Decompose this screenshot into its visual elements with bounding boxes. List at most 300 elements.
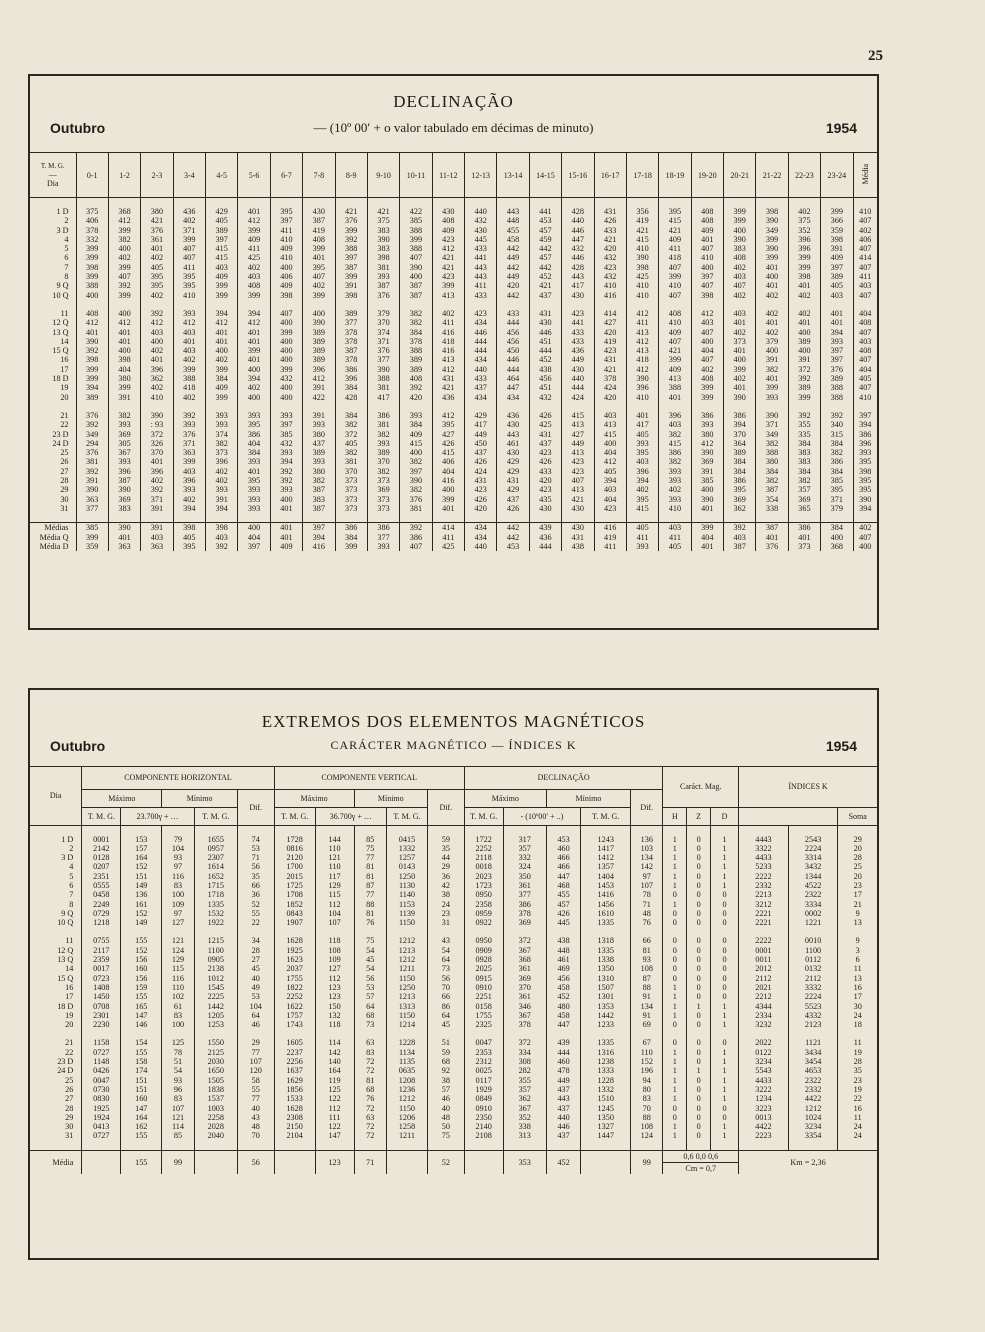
d-min-time: 1233 <box>581 1020 631 1029</box>
d-max-time: 2353 <box>464 1048 503 1057</box>
table-row <box>30 337 877 346</box>
cell-value: 453 <box>529 216 561 225</box>
cell-value: 383 <box>724 244 756 253</box>
cell-value: 391 <box>141 523 173 533</box>
spacer-cell <box>400 513 432 523</box>
k-soma: 25 <box>838 862 877 871</box>
cell-value: 399 <box>238 291 270 300</box>
cell-value: 399 <box>724 365 756 374</box>
d-min-time: 1327 <box>581 1122 631 1131</box>
cell-value: 400 <box>238 365 270 374</box>
day-label: 17 <box>60 364 69 374</box>
cell-value: 355 <box>788 420 820 429</box>
blank-cell <box>581 1150 631 1174</box>
k-indices-first: 2012 <box>739 964 789 973</box>
spacer-cell <box>173 513 205 523</box>
h-max-time: 1924 <box>82 1113 121 1122</box>
k-soma: 28 <box>838 853 877 862</box>
col-header-label: Média <box>860 163 870 185</box>
cell-value: 371 <box>821 495 853 504</box>
cell-value: 362 <box>724 504 756 513</box>
cell-value: 457 <box>529 253 561 262</box>
v-min-time: 1206 <box>386 1113 427 1122</box>
cell-value: 394 <box>173 504 205 513</box>
d-min-time: 1310 <box>581 974 631 983</box>
h-dif: 40 <box>237 1104 274 1113</box>
cell-value: 403 <box>173 346 205 355</box>
v-min-value: 83 <box>354 1048 386 1057</box>
k-indices-first: 2021 <box>739 983 789 992</box>
day-label: Média Q <box>39 532 69 542</box>
cell-value: 449 <box>465 430 497 439</box>
cell-value: 407 <box>173 253 205 262</box>
cell-value: 396 <box>626 383 658 392</box>
v-dif: 35 <box>428 844 465 853</box>
cell-value: 425 <box>529 420 561 429</box>
spacer-cell <box>739 825 789 835</box>
cell-value: 359 <box>821 226 853 235</box>
table-row <box>30 374 877 383</box>
cell-value: 402 <box>724 291 756 300</box>
cell-value: 402 <box>238 263 270 272</box>
d-max-time: 2140 <box>464 1122 503 1131</box>
declination-panel <box>28 74 879 630</box>
d-min-value: 449 <box>546 1076 581 1085</box>
v-min-value: 76 <box>354 918 386 927</box>
carac-z: 0 <box>687 1104 711 1113</box>
cell-value: 399 <box>108 383 140 392</box>
cell-value: 394 <box>206 504 238 513</box>
cell-value: 399 <box>335 226 367 235</box>
cell-value: 373 <box>335 485 367 494</box>
k-indices-second: 1221 <box>788 918 838 927</box>
col-header-hour <box>432 153 464 198</box>
cell-value: 456 <box>529 374 561 383</box>
cell-value: 426 <box>465 495 497 504</box>
cell-value: 397 <box>691 272 723 281</box>
col-header-hour <box>691 153 723 198</box>
k-soma: 23 <box>838 1076 877 1085</box>
cell-value: 383 <box>367 244 399 253</box>
table-row <box>30 533 877 542</box>
cell-value: 413 <box>562 448 594 457</box>
h-min-time: 2258 <box>194 1113 237 1122</box>
cell-value: 371 <box>367 337 399 346</box>
cell-value: 370 <box>367 457 399 466</box>
h-max-value: 164 <box>121 853 162 862</box>
d-max-time: 2025 <box>464 964 503 973</box>
v-max-value: 107 <box>315 918 354 927</box>
v-dif: 29 <box>428 862 465 871</box>
spacer-cell <box>631 927 663 936</box>
h-min-value: 116 <box>162 974 194 983</box>
cell-value: 384 <box>788 439 820 448</box>
h-min-time: 2138 <box>194 964 237 973</box>
d-min-value: 460 <box>546 1057 581 1066</box>
cell-value: 403 <box>206 533 238 542</box>
day-label: 20 <box>60 392 69 402</box>
cell-value: 390 <box>76 485 108 494</box>
cell-value: 395 <box>238 420 270 429</box>
cell-value: 403 <box>594 411 626 420</box>
v-min-value: 56 <box>354 974 386 983</box>
cell-value: 423 <box>594 504 626 513</box>
v-max-value: 118 <box>315 936 354 945</box>
cell-value: 384 <box>238 448 270 457</box>
v-min-time: 1150 <box>386 1011 427 1020</box>
cell-value: 442 <box>497 533 529 542</box>
spacer-cell <box>82 927 121 936</box>
d-max-value: 357 <box>503 844 546 853</box>
cell-value: 427 <box>562 430 594 439</box>
h-min-value: 51 <box>162 1057 194 1066</box>
cell-value: 392 <box>141 485 173 494</box>
corner-tmg: T. M. G. <box>40 162 65 170</box>
col-header-label: 5-6 <box>248 170 260 180</box>
cell-value: 401 <box>756 533 788 542</box>
cell-value: 387 <box>335 346 367 355</box>
cell-value: 407 <box>724 281 756 290</box>
cell-value: 389 <box>303 337 335 346</box>
spacer-cell <box>711 1029 739 1038</box>
h-max-time: 1925 <box>82 1104 121 1113</box>
cell-value: 326 <box>141 439 173 448</box>
cell-value: 371 <box>141 495 173 504</box>
row-mean-value: 395 <box>853 476 877 485</box>
cell-value: 393 <box>206 420 238 429</box>
v-max-time: 1755 <box>274 974 315 983</box>
cell-value: 387 <box>400 281 432 290</box>
spacer-cell <box>173 402 205 411</box>
cell-value: 403 <box>691 318 723 327</box>
page-number: 25 <box>868 48 883 64</box>
cell-value: 400 <box>76 291 108 300</box>
cell-value: 413 <box>562 420 594 429</box>
v-max-time: 2037 <box>274 964 315 973</box>
cell-value: 382 <box>756 476 788 485</box>
h-min-time: 1537 <box>194 1094 237 1103</box>
col-header-hour <box>756 153 788 198</box>
cell-value: 401 <box>756 263 788 272</box>
cell-value: 389 <box>303 448 335 457</box>
cell-value: 389 <box>724 448 756 457</box>
cell-value: 412 <box>432 244 464 253</box>
day-label: 13 Q <box>52 327 69 337</box>
spacer-cell <box>428 825 465 835</box>
cell-value: 394 <box>724 420 756 429</box>
d-max-time: 0959 <box>464 909 503 918</box>
k-indices-first: 2222 <box>739 936 789 945</box>
spacer-cell <box>173 300 205 309</box>
carac-z: 0 <box>687 844 711 853</box>
h-max-value: 152 <box>121 862 162 871</box>
cell-value: 390 <box>724 235 756 244</box>
day-label: 27 <box>60 466 69 476</box>
cell-value: 395 <box>724 485 756 494</box>
cell-value: 428 <box>335 393 367 402</box>
cell-value: 407 <box>691 328 723 337</box>
cell-value: 437 <box>529 291 561 300</box>
cell-value: 409 <box>659 235 691 244</box>
day-label: Média D <box>39 541 69 551</box>
cell-value: 402 <box>626 485 658 494</box>
d-max-time: 2108 <box>464 1131 503 1140</box>
cell-value: 352 <box>788 226 820 235</box>
d-min-value: 437 <box>546 1104 581 1113</box>
h-min-value: 83 <box>162 1011 194 1020</box>
day-label: 31 <box>60 503 69 513</box>
spacer-cell <box>546 1029 581 1038</box>
cell-value: 386 <box>821 457 853 466</box>
spacer-cell <box>788 198 820 208</box>
cell-value: 382 <box>335 420 367 429</box>
cell-value: 399 <box>756 383 788 392</box>
cell-value: 413 <box>659 374 691 383</box>
k-indices-first: 2221 <box>739 909 789 918</box>
cell-value: 398 <box>821 235 853 244</box>
spacer-cell <box>711 927 739 936</box>
k-indices-first: 5543 <box>739 1066 789 1075</box>
cell-value: 395 <box>659 207 691 216</box>
cell-value: 435 <box>529 495 561 504</box>
extremes-title: EXTREMOS DOS ELEMENTOS MAGNÉTICOS <box>261 712 646 731</box>
cell-value: 443 <box>465 263 497 272</box>
cell-value: 391 <box>756 355 788 364</box>
cell-value: 387 <box>367 281 399 290</box>
cell-value: 386 <box>238 430 270 439</box>
k-indices-first: 2112 <box>739 974 789 983</box>
h-min-time: 1655 <box>194 835 237 844</box>
d-max-value: 367 <box>503 946 546 955</box>
col-header-hour <box>400 153 432 198</box>
cell-value: 401 <box>756 318 788 327</box>
cell-value: 395 <box>173 281 205 290</box>
col-header-hour <box>788 153 820 198</box>
k-soma: 21 <box>838 900 877 909</box>
k-soma: 18 <box>838 1020 877 1029</box>
col-header-k-blank <box>739 807 838 825</box>
row-spacer <box>30 927 877 936</box>
carac-z: 0 <box>687 992 711 1001</box>
spacer-cell <box>141 300 173 309</box>
spacer-cell <box>270 300 302 309</box>
cell-value: 453 <box>497 542 529 551</box>
cell-value: 426 <box>497 504 529 513</box>
cell-value: 386 <box>335 365 367 374</box>
h-max-time: 0730 <box>82 1085 121 1094</box>
cell-value: 401 <box>238 355 270 364</box>
k-indices-second: 3332 <box>788 983 838 992</box>
spacer-cell <box>428 927 465 936</box>
day-label: 15 Q <box>52 346 69 356</box>
cell-value: 411 <box>594 542 626 551</box>
cell-value: 399 <box>335 542 367 551</box>
cell-value: 457 <box>529 226 561 235</box>
h-max-time: 0207 <box>82 862 121 871</box>
cell-value: 402 <box>108 253 140 262</box>
cell-value: 377 <box>367 355 399 364</box>
v-min-time: 1213 <box>386 992 427 1001</box>
v-min-value: 73 <box>354 1020 386 1029</box>
day-label: 4 <box>64 234 69 244</box>
table-row <box>30 365 877 374</box>
cell-value: 399 <box>432 281 464 290</box>
carac-h: 1 <box>663 1094 687 1103</box>
cell-value: 402 <box>788 207 820 216</box>
day-label: 3 D <box>61 853 74 863</box>
v-max-value: 150 <box>315 1002 354 1011</box>
cell-value: 437 <box>465 383 497 392</box>
h-min-time: 1838 <box>194 1085 237 1094</box>
d-dif: 97 <box>631 872 663 881</box>
v-max-time: 1622 <box>274 1002 315 1011</box>
cell-value: 399 <box>108 263 140 272</box>
day-label: 25 <box>60 448 69 458</box>
spacer-cell <box>237 1141 274 1151</box>
cell-value: 396 <box>108 467 140 476</box>
cell-value: 409 <box>270 244 302 253</box>
cell-value: 393 <box>238 504 270 513</box>
h-dif: 46 <box>237 1020 274 1029</box>
d-max-time: 1723 <box>464 881 503 890</box>
cell-value: 399 <box>238 346 270 355</box>
cell-value: 415 <box>659 216 691 225</box>
cell-value: 399 <box>173 235 205 244</box>
d-max-value: 367 <box>503 1011 546 1020</box>
cell-value: 421 <box>529 281 561 290</box>
col-header-hour <box>335 153 367 198</box>
spacer-cell <box>659 300 691 309</box>
cell-value: 396 <box>788 235 820 244</box>
v-min-time: 1212 <box>386 1094 427 1103</box>
cell-value: 400 <box>691 337 723 346</box>
cell-value: 393 <box>691 420 723 429</box>
k-indices-second: 1100 <box>788 946 838 955</box>
h-min-value: 83 <box>162 1094 194 1103</box>
cell-value: 422 <box>303 393 335 402</box>
v-min-value: 54 <box>354 964 386 973</box>
d-max-time: 0915 <box>464 974 503 983</box>
v-dif: 23 <box>428 909 465 918</box>
k-indices-first: 4433 <box>739 1076 789 1085</box>
spacer-cell <box>581 1141 631 1151</box>
cell-value: 402 <box>724 263 756 272</box>
cell-value: 349 <box>756 226 788 235</box>
cell-value: 423 <box>594 263 626 272</box>
cell-value: 421 <box>335 207 367 216</box>
row-mean-value: 396 <box>853 439 877 448</box>
cell-value: 383 <box>367 226 399 235</box>
cell-value: 388 <box>335 244 367 253</box>
cell-value: 376 <box>335 216 367 225</box>
spacer-cell <box>631 1141 663 1151</box>
cell-value: 384 <box>724 467 756 476</box>
cell-value: 400 <box>270 318 302 327</box>
row-mean-value: 404 <box>853 309 877 318</box>
day-label: 14 <box>60 336 69 346</box>
cell-value: 408 <box>432 216 464 225</box>
spacer-cell <box>30 300 76 309</box>
cell-value: 389 <box>335 309 367 318</box>
cell-value: 423 <box>465 309 497 318</box>
d-max-value: 378 <box>503 909 546 918</box>
cell-value: 393 <box>367 439 399 448</box>
cell-value: 399 <box>303 291 335 300</box>
d-max-value: 367 <box>503 1104 546 1113</box>
cell-value: 451 <box>529 337 561 346</box>
cell-value: 399 <box>206 281 238 290</box>
cell-value: 431 <box>529 430 561 439</box>
cell-value: 399 <box>270 328 302 337</box>
cell-value: 389 <box>303 328 335 337</box>
cell-value: 449 <box>562 355 594 364</box>
col-header-label: 4-5 <box>216 170 228 180</box>
cell-value: 442 <box>497 244 529 253</box>
spacer-cell <box>270 513 302 523</box>
d-min-value: 440 <box>546 1113 581 1122</box>
day-label: 18 D <box>52 374 69 384</box>
h-max-time: 0047 <box>82 1076 121 1085</box>
row-mean-value: 395 <box>853 485 877 494</box>
spacer-cell <box>315 1141 354 1151</box>
table-row <box>30 411 877 420</box>
cell-value: 407 <box>659 291 691 300</box>
spacer-cell <box>663 1141 687 1151</box>
cell-value: 399 <box>788 253 820 262</box>
v-max-value: 104 <box>315 909 354 918</box>
corner-dash: — <box>48 170 57 179</box>
v-max-time: 1533 <box>274 1094 315 1103</box>
d-min-value: 469 <box>546 964 581 973</box>
col-header-hour <box>724 153 756 198</box>
cell-value: 447 <box>562 235 594 244</box>
cell-value: 399 <box>659 355 691 364</box>
table-row <box>30 504 877 513</box>
cell-value: 399 <box>173 457 205 466</box>
v-max-value: 118 <box>315 1020 354 1029</box>
day-label: 5 <box>64 244 69 254</box>
day-label: 16 <box>60 355 69 365</box>
cell-value: 437 <box>529 439 561 448</box>
cell-value: 386 <box>724 476 756 485</box>
cell-value: 400 <box>270 263 302 272</box>
cell-value: 402 <box>173 393 205 402</box>
carac-h: 0 <box>663 890 687 899</box>
cell-value: 415 <box>206 244 238 253</box>
cell-value: 401 <box>756 374 788 383</box>
v-max-value: 140 <box>315 1057 354 1066</box>
spacer-cell <box>428 1141 465 1151</box>
d-max-time: 2312 <box>464 1057 503 1066</box>
spacer-cell <box>465 513 497 523</box>
day-label: 11 <box>65 936 74 946</box>
d-max-value: 317 <box>503 835 546 844</box>
cell-value: 393 <box>238 411 270 420</box>
col-header-carac: Caráct. Mag. <box>663 767 739 807</box>
k-indices-first: 4422 <box>739 1122 789 1131</box>
carac-d: 1 <box>711 1011 739 1020</box>
d-max-value: 361 <box>503 964 546 973</box>
spacer-cell <box>303 198 335 208</box>
cell-value: 398 <box>206 523 238 533</box>
table-row <box>30 853 877 862</box>
cell-value: 386 <box>691 411 723 420</box>
cell-value: 400 <box>206 346 238 355</box>
cell-value: 392 <box>821 411 853 420</box>
cell-value: 405 <box>594 467 626 476</box>
cell-value: 443 <box>465 272 497 281</box>
table-row <box>30 844 877 853</box>
